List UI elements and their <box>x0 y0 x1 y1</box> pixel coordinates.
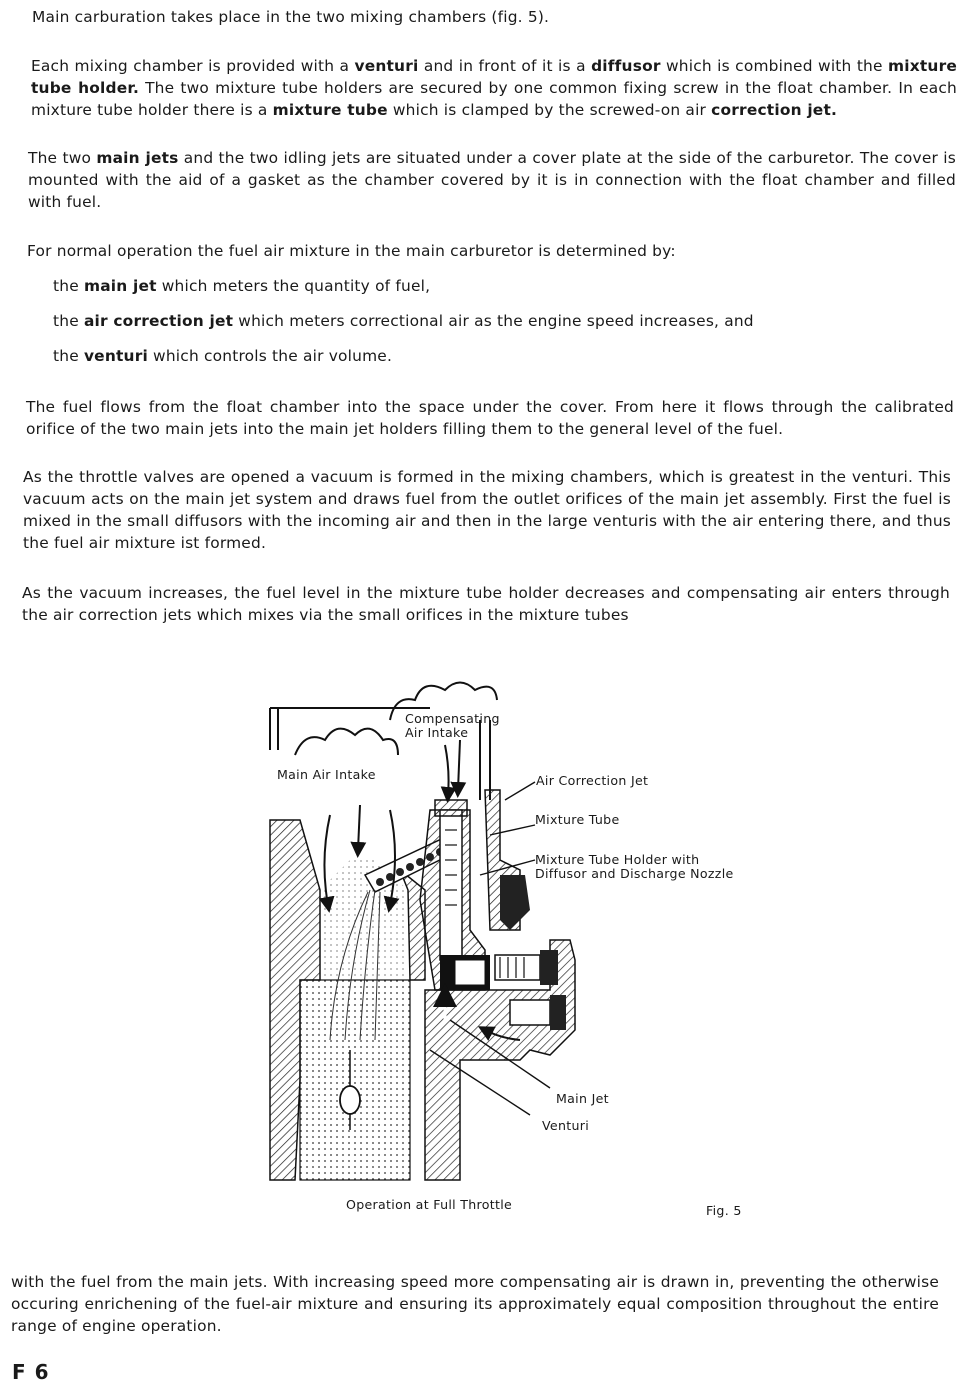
list-item: the venturi which controls the air volume. <box>53 347 393 365</box>
term-main-jets: main jets <box>96 149 179 167</box>
label-main-jet: Main Jet <box>556 1091 609 1106</box>
paragraph-normal-operation: For normal operation the fuel air mixture in the main carburetor is determined by: <box>27 242 676 260</box>
label-mixture-tube-holder: Mixture Tube Holder with Diffusor and Discharge Nozzle <box>535 852 734 881</box>
mixture-tube-shape <box>440 810 462 960</box>
paragraph-mixing-chamber: Each mixing chamber is provided with a venturi and in front of it is a diffusor which is combined with the mixture tube holder. The two mixture tube holders are secured by one common fixing screw in the float chamber. In each mixture tube holder there is a mixture tube which is clamped by the screwed-on air correction jet. <box>31 57 958 119</box>
carburetor-diagram <box>250 660 770 1200</box>
term-mixture-tube-holder: mixture tube holder. <box>31 57 957 97</box>
figure-caption: Operation at Full Throttle <box>346 1197 513 1212</box>
paragraph-vacuum-increase: As the vacuum increases, the fuel level in the mixture tube holder decreases and compensating air enters through the air correction jets which mixes via the small orifices in the mixture tubes <box>22 584 950 624</box>
paragraph-continuation: with the fuel from the main jets. With increasing speed more compensating air is drawn in, preventing the otherwise occuring enrichening of the fuel-air mixture and ensuring its approximately equal composition throughout the entire range of engine operation. <box>11 1273 939 1335</box>
page-number: F 6 <box>12 1360 50 1384</box>
determinant-list <box>53 275 813 380</box>
carburetor-cross-section <box>250 660 770 1200</box>
term-correction-jet: correction jet. <box>711 101 838 119</box>
list-item: the air correction jet which meters correctional air as the engine speed increases, and <box>53 312 754 330</box>
main-air-cloud <box>295 729 398 755</box>
term-diffusor: diffusor <box>591 57 661 75</box>
label-main-air-intake: Main Air Intake <box>277 767 376 782</box>
figure-number: Fig. 5 <box>706 1203 742 1218</box>
list-item: the main jet which meters the quantity of fuel, <box>53 277 431 295</box>
label-air-correction-jet: Air Correction Jet <box>536 773 649 788</box>
term-mixture-tube: mixture tube <box>272 101 388 119</box>
leader-air-correction-jet <box>505 782 535 800</box>
paragraph-main-jets: The two main jets and the two idling jets are situated under a cover plate at the side of the carburetor. The cover is mounted with the aid of a gasket as the chamber covered by it is in connection with the float chamber and filled with fuel. <box>28 149 956 211</box>
paragraph-intro: Main carburation takes place in the two mixing chambers (fig. 5). <box>32 8 550 26</box>
paragraph-fuel-flow: The fuel flows from the float chamber into the space under the cover. From here it flows through the calibrated orifice of the two main jets into the main jet holders filling them to the general level of the fuel. <box>26 398 954 438</box>
term-venturi: venturi <box>354 57 419 75</box>
label-compensating-air-intake: Compensating Air Intake <box>405 711 500 740</box>
label-mixture-tube: Mixture Tube <box>535 812 620 827</box>
paragraph-throttle-vacuum: As the throttle valves are opened a vacuum is formed in the mixing chambers, which is greatest in the venturi. This vacuum acts on the main jet system and draws fuel from the outlet orifices of the main jet assembly. First the fuel is mixed in the small diffusors with the incoming air and then in the large venturis with the air entering there, and thus the fuel air mixture ist formed. <box>23 468 951 552</box>
label-venturi: Venturi <box>542 1118 590 1133</box>
